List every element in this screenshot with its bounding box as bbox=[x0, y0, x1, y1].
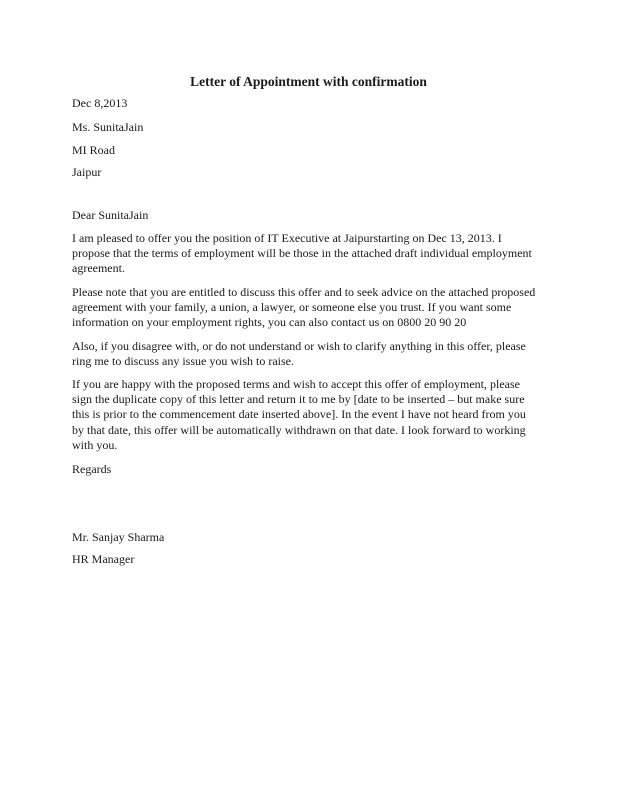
paragraph-line: propose that the terms of employment will be those in the attached draft individual employment bbox=[72, 246, 532, 261]
recipient-name: Ms. SunitaJain bbox=[72, 120, 144, 134]
paragraph-line: ring me to discuss any issue you wish to raise. bbox=[72, 354, 294, 369]
closing: Regards bbox=[72, 462, 112, 476]
recipient-street: MI Road bbox=[72, 143, 115, 157]
paragraph-offer bbox=[72, 231, 552, 277]
paragraph-line: If you are happy with the proposed terms and wish to accept this offer of employment, please bbox=[72, 377, 520, 391]
paragraph-line: Also, if you disagree with, or do not understand or wish to clarify anything in this offer, please bbox=[72, 339, 526, 353]
paragraph-line: agreement with your family, a union, a lawyer, or someone else you trust. If you want some bbox=[72, 300, 512, 315]
paragraph-line: with you. bbox=[72, 437, 118, 452]
paragraph-line: sign the duplicate copy of this letter and return it to me by [date to be inserted – but make sure bbox=[72, 392, 525, 407]
document-title: Letter of Appointment with confirmation bbox=[190, 74, 427, 89]
signatory-position: HR Manager bbox=[72, 552, 135, 566]
paragraph-line: information on your employment rights, you can also contact us on 0800 20 90 20 bbox=[72, 315, 467, 330]
paragraph-line: agreement. bbox=[72, 261, 125, 276]
salutation: Dear SunitaJain bbox=[72, 208, 149, 222]
paragraph-acceptance bbox=[72, 377, 552, 453]
letter-date: Dec 8,2013 bbox=[72, 96, 128, 110]
paragraph-line: this is prior to the commencement date inserted above]. In the event I have not heard from you bbox=[72, 407, 526, 422]
recipient-city: Jaipur bbox=[72, 165, 102, 179]
paragraph-line: Please note that you are entitled to discuss this offer and to seek advice on the attached proposed bbox=[72, 285, 536, 299]
paragraph-line: I am pleased to offer you the position of IT Executive at Jaipurstarting on Dec 13, 2013. I bbox=[72, 231, 502, 245]
signatory-name: Mr. Sanjay Sharma bbox=[72, 530, 165, 544]
paragraph-advice bbox=[72, 285, 552, 331]
paragraph-questions bbox=[72, 339, 552, 369]
paragraph-line: by that date, this offer will be automatically withdrawn on that date. I look forward to working bbox=[72, 422, 526, 437]
